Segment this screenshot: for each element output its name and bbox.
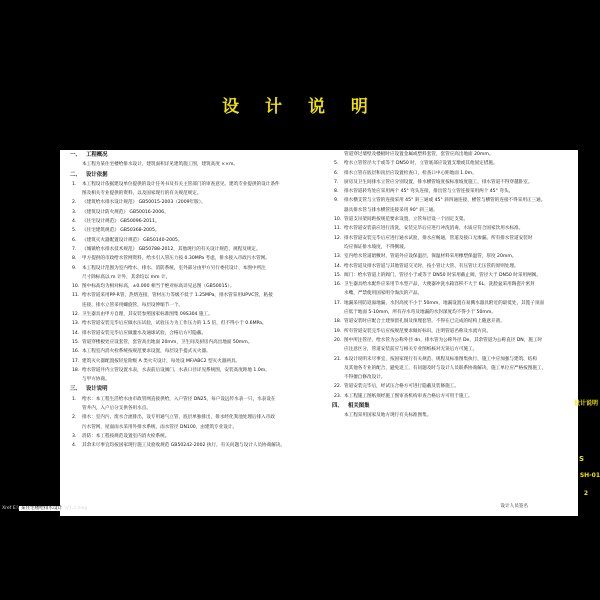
note-text: 管道穿过墙壁及楼板时应设置金属或塑料套管，套管应高出地面 20mm。 [344,152,494,157]
note-text: 其余未尽事宜均按国家现行施工及验收规范 GB50242-2002 执行，有关问题与设计人员协商解决。 [82,443,285,449]
note-item [70,310,315,319]
note-item [70,264,315,273]
note-continuation [332,345,574,354]
note-item [70,338,315,347]
note-item [70,198,315,207]
note-item [332,280,574,289]
note-number: 18. [334,319,342,325]
note-number: 7. [334,179,339,185]
note-text: 应注意区分，管道安装前应与相关专业图纸核对无误后方可施工。 [344,347,478,353]
note-number: 15. [72,339,80,345]
note-text: 本工程设计依据建设单位提供的设计任务书及有关主管部门的审查意见，建筑专业提供的设计条件 [82,181,280,187]
note-text: 排水横支管与立管的连接采用 45° 斜三通或 45° 斜四通连接，横管与横管的连接不得采用正三通。 [344,198,546,204]
note-number: 14. [334,263,342,269]
note-text: 《住宅建筑规范》 GB50368-2005。 [82,228,160,234]
note-number: 10. [334,217,342,223]
note-text: 消防：本工程按规范设置室内消火栓系统。 [82,433,170,439]
note-number: 23. [334,393,342,399]
note-text: 本设计说明未尽事宜，按国家现行有关规范、规程及标准图集执行，施工中应加强与建筑、结构 [344,356,537,362]
note-number: 9. [72,265,77,271]
note-text: 给水管道井内立管设置水表，水表前后设阀门，水表口径详见系统图，安装高度距地 1.0m。 [82,367,270,373]
note-item [332,317,574,326]
note-item [70,282,315,291]
note-item [332,234,574,243]
note-text: 污水管网，屋面雨水采用外排水系统，雨水管径 DN100，由建筑专业设计。 [82,424,238,430]
section-heading [70,385,315,394]
note-number: 17. [72,358,80,364]
note-item [332,262,574,271]
note-number: 6. [334,170,339,176]
note-item [332,271,574,280]
note-number: 3. [72,209,77,215]
note-text: 给水立管管径大于或等于 DN50 时，立管底部应设置支墩或其他固定措施。 [344,161,498,167]
section-number: 四、 [332,403,343,410]
note-text: 甲方提供的市政给水管网资料，给水引入管压力按 0.30MPa 考虑，排水接入市政污水管网。 [82,256,270,262]
note-text: 图中标高均为相对标高，±0.000 相当于绝对标高详见总图（GB50015）。 [82,284,235,290]
note-continuation [332,373,574,382]
note-item [332,169,574,178]
note-text: 室内给水管道暗敷时，管道外应设保温层，保温材料采用橡塑保温管，厚度 20mm。 [344,254,517,260]
note-text: 管道支吊架间距按规范要求设置，立管每层设一个固定支架。 [344,217,469,223]
note-text: 厨房及卫生间排水立管应分别设置，排水横管坡度按标准坡度施工，排水管道不得穿越卧室。 [344,179,533,185]
note-number: 1. [72,396,77,402]
side-page-number: 2 [583,490,588,497]
note-item [70,413,315,422]
note-number: 8. [334,189,339,195]
note-continuation [332,206,574,215]
note-text: 水嘴，严禁使用国家明令淘汰的产品。 [344,291,423,297]
note-number: 11. [334,226,342,232]
section-number: 二、 [70,171,81,178]
note-item [332,336,574,345]
note-text: 图中所注管径，给水管为公称外径 dn，排水管为公称外径 De，其余管道为公称直径 DN，施工时 [344,337,543,343]
note-item [332,178,574,187]
note-text: 《住宅设计规范》 GB50096-2011。 [82,219,160,225]
note-text: 本工程施工图纸须经施工图审查机构审查合格后方可用于施工。 [344,393,473,399]
note-item [332,196,574,205]
right-column [332,150,574,421]
note-number: 3. [72,433,77,439]
note-number: 22. [334,384,342,390]
note-number: 19. [334,328,342,334]
note-number: 4. [72,443,77,449]
note-item [70,236,315,245]
note-text: 排水管道安装完毕后应做灌水及通球试验，合格后方可隐蔽。 [82,330,207,336]
note-item [70,217,315,226]
note-item [70,291,315,300]
note-number: 15. [334,272,342,278]
note-text: 均应保证排水坡度，不得倒坡。 [344,244,409,250]
note-number: 13. [72,321,80,327]
note-text: 尺寸除标高以 m 计外，其余均以 mm 计。 [82,274,171,280]
note-item [70,395,315,404]
note-text: 应低于地面 5-10mm，所有存水弯及地漏的水封深度均不得小于 50mm。 [344,310,496,316]
note-text: 及其他各专业的配合，避免返工，有问题及时与设计人员联系协商解决，施工单位应严格按图施工， [344,365,547,371]
left-column [70,150,315,451]
note-item [70,254,315,263]
note-item [332,215,574,224]
file-path-name: 某住宅楼给排水设计 [20,506,63,511]
note-text: 管道穿楼板处应设套管，套管高出地面 20mm，卫生间及厨房内高出地面 50mm。 [82,339,253,345]
note-item [332,355,574,364]
note-continuation [332,150,574,159]
note-text: 给水：本工程生活给水由市政管网直接供给，入户管径 DN25，每户设远传水表一只，水表设在 [82,396,276,402]
note-continuation [332,243,574,252]
note-text: 《建筑给水排水设计规范》 GB50015-2003（2009年版）。 [82,200,206,206]
note-item [70,357,315,366]
note-number: 7. [72,246,77,252]
note-item [70,329,315,338]
note-item [70,441,315,450]
note-continuation [70,375,315,384]
note-text: 地漏采用防返溢地漏，水封高度不小于 50mm，地漏设置在易溅水器具附近的最低处，其篦子顶面 [344,300,545,306]
note-number: 14. [72,330,80,336]
note-number: 1. [72,181,77,187]
note-text: 排水管道转弯处应采用两个 45° 弯头连接，排出管与立管连接采用两个 45° 弯头。 [344,189,514,195]
section-number: 三、 [70,386,81,393]
note-text: 管井内，入户后分支供各用水点。 [82,406,151,412]
note-item [70,366,315,375]
note-continuation [70,273,315,282]
note-number: 11. [72,293,80,299]
note-number: 4. [72,219,77,225]
note-number: 2. [72,415,77,421]
note-text: 给水管道及排水管道与其他管道交叉时，按小管让大管、有压管让无压管的原则处理。 [344,263,519,269]
note-number: 21. [334,356,342,362]
note-text: 卫生器具由甲方自理，其安装参照国家标准图集 09S304 施工。 [82,312,213,318]
section-title: 工程概况 [86,152,108,158]
signature-note: 设计人员签名 [500,504,528,509]
note-text: 管道安装时应配合土建预留孔洞及预埋套管，不得在已完成的结构上随意开凿。 [344,319,505,325]
side-mark: S [578,455,584,463]
note-continuation [70,301,315,310]
note-text: 给水管道安装前应进行清洗，安装完毕后应进行冲洗消毒，水质应符合国家饮用水标准。 [344,226,524,232]
note-number: 6. [72,237,77,243]
note-item [332,224,574,233]
note-item [332,299,574,308]
note-text: 《建筑灭火器配置设计规范》 GB50140-2005。 [82,237,183,243]
note-item [70,245,315,254]
note-text: 连接，排水立管采用螺旋管，每层设伸缩节一个。 [82,302,184,308]
note-number: 16. [334,282,342,288]
note-number: 9. [334,198,339,204]
section-title: 相关图集 [348,403,370,410]
note-text: 管道安装完毕后，经试压合格方可进行隐蔽及装修施工。 [344,384,459,390]
note-text: 图及相关专业提供的资料，以及国家现行的有关规范规定。 [82,191,202,197]
note-text: 器具排水管与排水横管连接采用 90° 斜三通。 [344,207,438,213]
note-text: 本工程室内消火栓系统按规范要求设置，每层设手提式灭火器。 [82,349,211,355]
note-text: 本工程设计范围为室内给水、排水、消防系统，室外部分由甲方另行委托设计，本图中所注 [82,265,266,271]
note-text: 所有管道安装完毕后应按规范要求做好标识，注明管道名称及水流方向。 [344,328,492,334]
note-item [332,159,574,168]
note-item [332,392,574,401]
note-text: 本工程采用国家及地方现行有关标准图集。 [344,413,432,419]
note-number: 2. [72,200,77,206]
note-text: 卫生器具给水配件应采用节水型产品，大便器冲洗水箱容积不大于 6L，洗脸盆采用陶瓷片密封 [344,282,535,288]
note-text: 不得擅自修改设计。 [344,375,386,381]
note-text: 排水立管在底层和顶层应设置检查口，检查口中心距地面 1.0m。 [344,170,477,176]
note-number: 16. [72,349,80,355]
note-item [70,160,315,169]
file-path-prefix: Xref E:\ [2,506,19,511]
note-item [332,327,574,336]
note-continuation [70,423,315,432]
note-number: 10. [72,284,80,290]
note-continuation [70,404,315,413]
note-number: 5. [334,161,339,167]
note-text: 与甲方协商。 [82,377,110,383]
page-title: 设 计 说 明 [222,97,378,117]
note-continuation [332,364,574,373]
note-text: 排水管道安装完毕后应进行通水试验，排水应畅通，管道及接口无渗漏。所有排水管道安装时 [344,235,533,241]
note-continuation [332,308,574,317]
note-item [332,382,574,391]
file-path [2,505,87,511]
note-item [70,208,315,217]
note-number: 12. [72,312,80,318]
side-drawing-label: 设计说明 [573,400,598,407]
note-continuation [70,189,315,198]
note-text: 给水管道采用PP-R管，热熔连接，管材压力等级不低于 1.25MPa，排水管采用UPVC管，粘接 [82,293,273,299]
note-continuation [332,411,574,420]
note-text: 阀门：给水管道上的阀门，管径小于或等于 DN50 时采用截止阀，管径大于 DN50 时采用闸阀。 [344,272,541,278]
section-title: 设计依据 [86,171,108,178]
note-item [332,252,574,261]
note-item [70,319,315,328]
section-title: 设计说明 [86,386,108,393]
note-item [70,432,315,441]
note-number: 13. [334,254,342,260]
note-text: 建筑灭火器配置按轻危险级 A 类火灾设计，每处设 MF/ABC2 型灭火器两具。 [82,358,241,364]
note-number: 8. [72,256,77,262]
section-heading [70,151,315,160]
note-text: 《建筑设计防火规范》 GB50016-2006。 [82,209,169,215]
note-number: 17. [334,300,342,306]
design-notes-sheet [60,150,578,516]
note-item [70,226,315,235]
note-item [332,187,574,196]
file-path-suffix: \V1.2.dwg [64,506,88,511]
note-number: 12. [334,235,342,241]
side-drawing-code: SH-01 [579,472,600,479]
note-number: 18. [72,367,80,373]
section-number: 一、 [70,152,81,158]
section-heading [70,171,315,180]
note-number: 20. [334,337,342,343]
note-item [70,180,315,189]
note-number: 5. [72,228,77,234]
note-text: 给水管道安装完毕后应做水压试验，试验压力为工作压力的 1.5 倍，但不得小于 0.6MPa。 [82,321,267,327]
note-text: 本工程为某住宅楼给排水设计，建筑面积详见建筑施工图，建筑高度 ××m。 [82,162,239,168]
note-continuation [332,289,574,298]
note-text: 《城镇给水排水技术规范》 GB50788-2012，其他现行的有关设计规范、规程及规定。 [82,246,261,252]
section-heading [332,402,574,411]
note-text: 排水：室内污、废水合流排出，设专用通气立管，底层单独排出，排水经化粪池处理后排入市政 [82,415,275,421]
note-item [70,347,315,356]
